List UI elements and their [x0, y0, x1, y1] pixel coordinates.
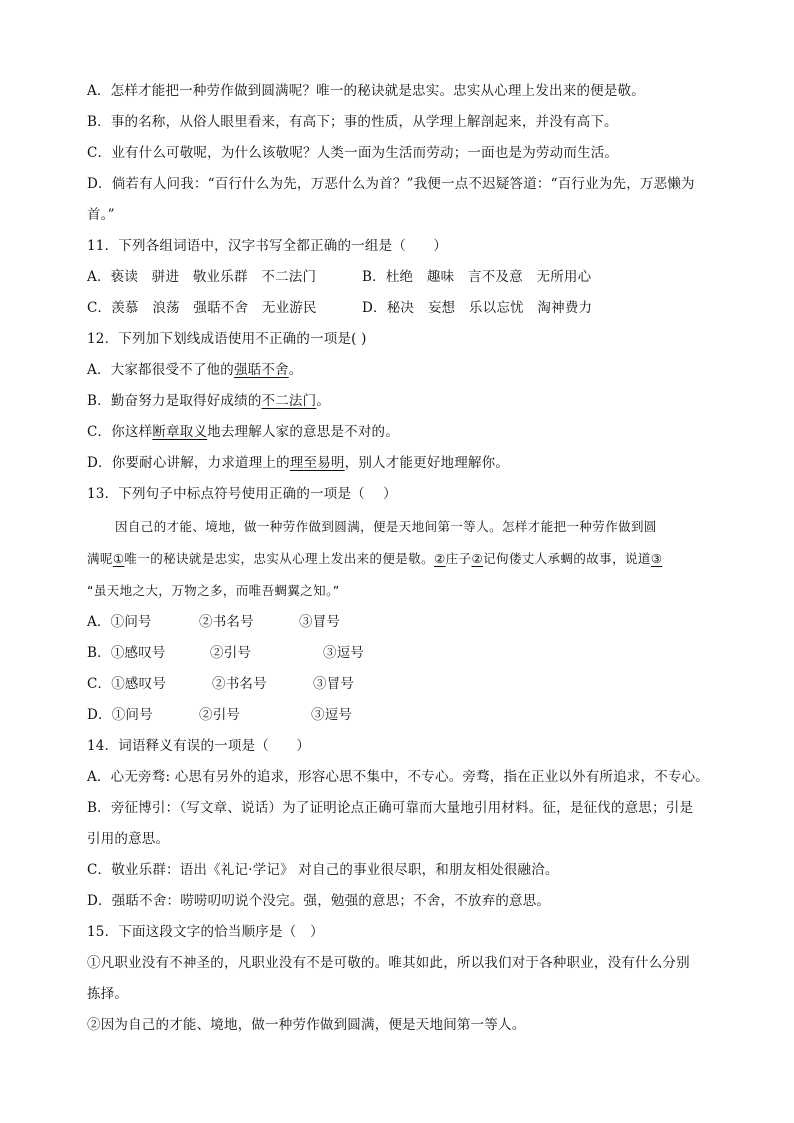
q13-passage-line3: “虽天地之大，万物之多，而唯吾蜩翼之知。”: [87, 583, 340, 598]
q13-b-part1: B．①感叹号: [87, 645, 166, 661]
q12-b-end: 。: [316, 393, 331, 409]
q13-c-part2: ②书名号: [212, 676, 267, 692]
q15-sentence-1-cont: 拣择。: [87, 986, 129, 1002]
q12-option-d: [87, 453, 509, 473]
q11-option-c: C．羡慕 浪荡 强聒不舍 无业游民: [87, 300, 317, 316]
q14-option-d: D．强聒不舍：唠唠叨叨说个没完。强，勉强的意思；不舍，不放弃的意思。: [87, 893, 551, 909]
q13-p2-text-b: 唯一的秘诀就是忠实，忠实从心理上发出来的便是敬。: [124, 551, 435, 566]
q14-option-a: A．心无旁骛: 心思有另外的追求，形容心思不集中，不专心。旁骛，指在正业以外有所追求，不专心。: [87, 769, 709, 785]
q10-option-d: D．倘若有人问我：“百行什么为先，万恶什么为首？”我便一点不迟疑答道：“百行业为先，万恶懒为: [87, 176, 695, 192]
q12-b-underlined-idiom: 不二法门: [261, 393, 317, 409]
q13-p2-text-a: 满呢: [87, 551, 113, 566]
q14-option-c: C．敬业乐群：语出《礼记·学记》 对自己的事业很尽职，和朋友相处很融洽。: [87, 862, 559, 878]
q12-c-text: C．你这样: [87, 424, 153, 440]
q13-c-part1: C．①感叹号: [87, 676, 167, 692]
q13-passage-line2: [87, 549, 662, 569]
q13-a-part3: ③冒号: [299, 614, 341, 630]
q13-option-a: [87, 612, 340, 632]
q12-stem: 12．下列加下划线成语使用不正确的一项是( ): [87, 331, 367, 347]
q13-d-part1: D．①问号: [87, 707, 153, 723]
q13-b-part2: ②引号: [210, 645, 252, 661]
q14-option-b-cont: 引用的意思。: [87, 831, 170, 847]
q12-a-underlined-idiom: 强聒不舍: [233, 362, 289, 378]
q12-a-text: A．大家都很受不了他的: [87, 362, 234, 378]
q13-a-part1: A．①问号: [87, 614, 152, 630]
q12-c-underlined-idiom: 断章取义: [152, 424, 208, 440]
q13-marker-3: ③: [650, 551, 663, 566]
q13-marker-1: ①: [112, 551, 125, 566]
q11-option-a: A．亵读 骈进 敬业乐群 不二法门: [87, 269, 317, 285]
q13-marker-2a: ②: [434, 551, 446, 566]
q10-option-a: A．怎样才能把一种劳作做到圆满呢？唯一的秘诀就是忠实。忠实从心理上发出来的便是敬。: [87, 83, 645, 99]
q15-sentence-2: ②因为自己的才能、境地，做一种劳作做到圆满，便是天地间第一等人。: [87, 1017, 526, 1033]
q13-d-part3: ③逗号: [311, 707, 353, 723]
q12-d-end: ，别人才能更好地理解你。: [344, 455, 510, 471]
q10-option-c: C．业有什么可敬呢，为什么该敬呢？人类一面为生活而劳动；一面也是为劳动而生活。: [87, 145, 619, 161]
q13-c-part3: ③冒号: [313, 676, 355, 692]
q12-option-b: [87, 391, 330, 411]
q15-sentence-1: ①凡职业没有不神圣的，凡职业没有不是可敬的。唯其如此，所以我们对于各种职业，没有什么分别: [87, 955, 690, 971]
q12-d-text: D．你要耐心讲解，力求道理上的: [87, 455, 290, 471]
q12-b-text: B．勤奋努力是取得好成绩的: [87, 393, 262, 409]
q10-option-d-cont: 首。”: [87, 207, 115, 223]
q13-marker-2b: ②: [471, 551, 484, 566]
q12-c-end: 地去理解人家的意思是不对的。: [207, 424, 399, 440]
q13-p2-text-c: 庄子: [445, 551, 472, 566]
q14-stem: 14．词语释义有误的一项是（ ）: [87, 738, 311, 754]
q12-option-a: [87, 360, 302, 380]
q12-a-end: 。: [288, 362, 303, 378]
q11-options-row2: [87, 298, 592, 318]
q13-option-b: [87, 643, 364, 663]
q11-options-row1: [87, 267, 591, 287]
q11-stem: 11．下列各组词语中，汉字书写全都正确的一组是（ ）: [87, 238, 448, 254]
q13-stem: 13．下列句子中标点符号使用正确的一项是（ ）: [87, 486, 397, 502]
q12-option-c: [87, 422, 399, 442]
q13-p2-text-d: 记佝偻丈人承蜩的故事，说道: [483, 551, 651, 566]
q13-a-part2: ②书名号: [199, 614, 254, 630]
q11-option-d: D．秘决 妄想 乐以忘忧 淘神费力: [362, 300, 593, 316]
q12-d-underlined-idiom: 理至易明: [289, 455, 345, 471]
q11-option-b: B．杜绝 趣味 言不及意 无所用心: [362, 269, 592, 285]
q13-option-c: [87, 674, 354, 694]
q13-b-part3: ③逗号: [323, 645, 365, 661]
q15-stem: 15．下面这段文字的恰当顺序是（ ）: [87, 924, 324, 940]
q13-passage-line1: 因自己的才能、境地，做一种劳作做到圆满，便是天地间第一等人。怎样才能把一种劳作做到圆: [115, 519, 657, 534]
q14-option-b: B．旁征博引：（写文章、说话）为了证明论点正确可靠而大量地引用材料。征，是征伐的意思；引是: [87, 800, 694, 816]
q13-option-d: [87, 705, 352, 725]
q13-d-part2: ②引号: [199, 707, 241, 723]
q10-option-b: B．事的名称，从俗人眼里看来，有高下；事的性质，从学理上解剖起来，并没有高下。: [87, 114, 618, 130]
